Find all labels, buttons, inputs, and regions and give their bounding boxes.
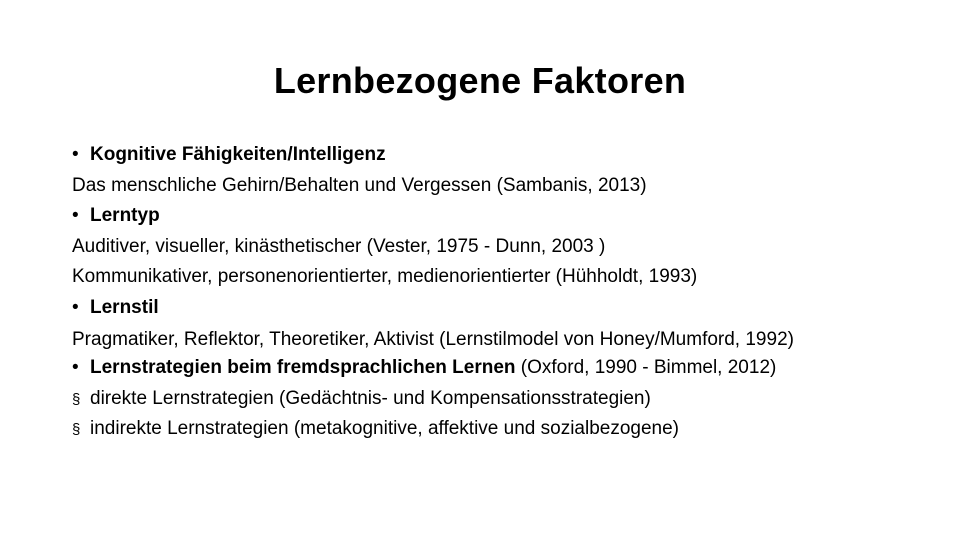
detail-line-auditory: Auditiver, visueller, kinästhetischer (Vester, 1975 - Dunn, 2003 ) bbox=[72, 235, 606, 257]
slide-body bbox=[72, 140, 892, 445]
bullet-item-learning-style bbox=[72, 293, 892, 324]
strategies-source: (Oxford, 1990 - Bimmel, 2012) bbox=[515, 357, 777, 378]
sub-item-direct bbox=[72, 384, 892, 415]
bullet-item-learning-type bbox=[72, 201, 892, 232]
bullet-item-cognitive bbox=[72, 140, 892, 171]
sub-item-indirect-text: indirekte Lernstrategien (metakognitive, affektive und sozialbezogene) bbox=[90, 418, 679, 439]
bullet-heading-learning-style: Lernstil bbox=[90, 296, 159, 318]
bullet-heading-cognitive: Kognitive Fähigkeiten/Intelligenz bbox=[90, 144, 386, 165]
detail-line-pragmatist: Pragmatiker, Reflektor, Theoretiker, Aktivist (Lernstilmodel von Honey/Mumford, 1992) bbox=[72, 329, 794, 350]
bullet-icon: • bbox=[72, 144, 79, 165]
detail-line-communicative: Kommunikativer, personenorientierter, medienorientierter (Hühholdt, 1993) bbox=[72, 266, 698, 287]
bullet-heading-strategies: Lernstrategien beim fremdsprachlichen Lernen bbox=[90, 357, 516, 378]
sub-item-indirect bbox=[72, 414, 892, 445]
square-bullet-icon: § bbox=[72, 390, 81, 408]
bullet-icon: • bbox=[72, 357, 79, 378]
detail-line-brain: Das menschliche Gehirn/Behalten und Vergessen (Sambanis, 2013) bbox=[72, 174, 647, 196]
bullet-heading-learning-type: Lerntyp bbox=[90, 205, 160, 226]
bullet-icon: • bbox=[72, 205, 79, 226]
sub-item-direct-text: direkte Lernstrategien (Gedächtnis- und Kompensationsstrategien) bbox=[90, 387, 651, 409]
square-bullet-icon: § bbox=[72, 421, 81, 438]
bullet-icon: • bbox=[72, 296, 79, 318]
slide-title: Lernbezogene Faktoren bbox=[273, 60, 687, 101]
bullet-item-strategies bbox=[72, 353, 892, 384]
